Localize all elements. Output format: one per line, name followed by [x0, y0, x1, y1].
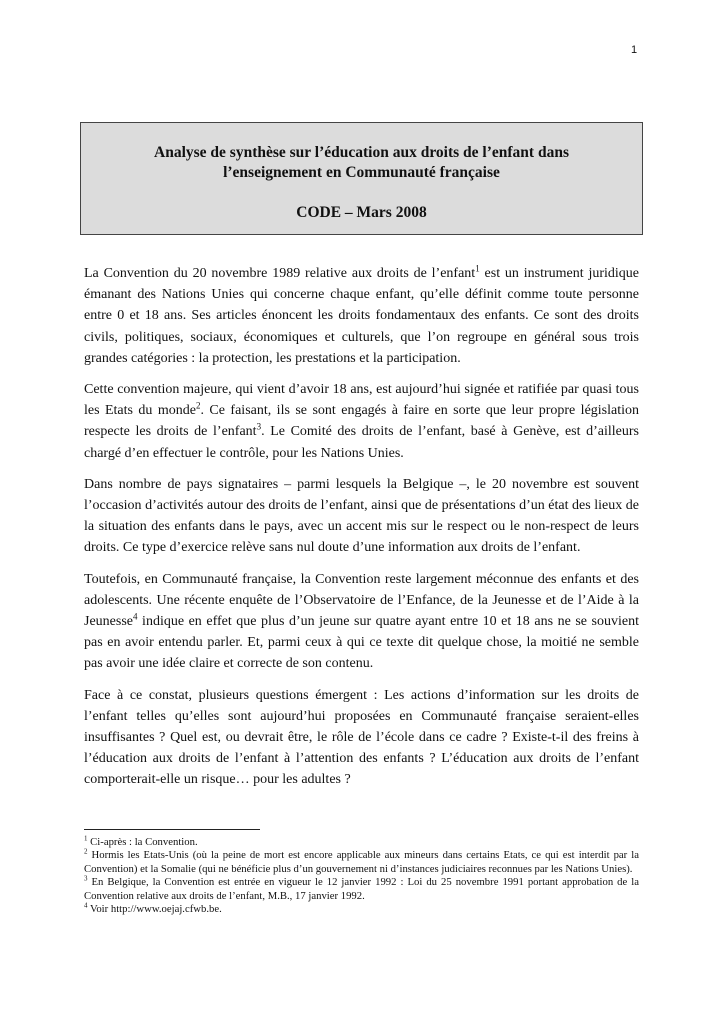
document-body — [84, 263, 639, 801]
document-title-line-2: l’enseignement en Communauté française — [223, 164, 500, 181]
footnote — [84, 876, 639, 903]
paragraph-3: Dans nombre de pays signataires – parmi lesquels la Belgique –, le 20 novembre est souvent l’occasion d’activités autour des droits de l’enfant, ainsi que de présentations d’un état des lieux de la situation des enfants dans le pays, avec un accent mis sur le respect ou le non-respect de leurs droits. Ce type d’exercice relève sans nul doute d’une information aux droits de l’enfant. — [84, 476, 639, 556]
paragraph-2-text-b: . Ce faisant, ils se sont engagés à faire en sorte que leur propre législation respecte les droits de l’enfant — [84, 403, 639, 440]
page-number: 1 — [631, 44, 638, 56]
footnote-divider — [84, 829, 260, 830]
footnote — [84, 849, 639, 876]
paragraph-1 — [84, 263, 639, 369]
footnote-text: Ci-après : la Convention. — [87, 836, 198, 848]
paragraph-4 — [84, 569, 639, 675]
paragraph-2-text-a: Cette convention majeure, qui vient d’avoir 18 ans, est aujourd’hui signée et ratifiée par quasi tous les Etats du monde — [84, 382, 639, 419]
title-box — [80, 122, 643, 235]
footnote-ref-3[interactable]: 3 — [256, 421, 262, 432]
paragraph-1-text-b: est un instrument juridique émanant des Nations Unies qui concerne chaque enfant, qu’elle définit comme toute personne entre 0 et 18 ans. Ses articles énoncent les droits fondamentaux des enfants. Ce sont des droits civils, politiques, sociaux, économiques et culturels, que l’on regroupe en général sous trois grandes catégories : la protection, les prestations et la participation. — [84, 266, 639, 366]
footnote-number: 4 — [84, 901, 88, 910]
footnote — [84, 903, 639, 916]
footnote — [84, 836, 639, 849]
footnote-text: En Belgique, la Convention est entrée en vigueur le 12 janvier 1992 : Loi du 25 novembre 1991 portant approbation de la Convention relative aux droits de l’enfant, M.B., 17 janvier 1992. — [84, 876, 639, 902]
paragraph-2-text-c: . Le Comité des droits de l’enfant, basé à Genève, est d’ailleurs chargé d’en effectuer le contrôle, pour les Nations Unies. — [84, 424, 640, 461]
document-subtitle: CODE – Mars 2008 — [296, 204, 427, 221]
footnote-number: 2 — [84, 847, 88, 856]
footnote-text: Hormis les Etats-Unis (où la peine de mort est encore applicable aux mineurs dans certains Etats, ce qui est interdit par la Convention) et la Somalie (qui ne bénéficie plus d’un gouvernement ni d’instances judiciaires reconnues par les Nations Unies). — [84, 849, 639, 875]
footnote-ref-1[interactable]: 1 — [475, 263, 480, 274]
footnote-number: 1 — [84, 834, 88, 843]
paragraph-2 — [84, 379, 639, 464]
footnote-ref-2[interactable]: 2 — [195, 400, 201, 411]
footnote-number: 3 — [84, 874, 88, 883]
footnote-text[interactable]: Voir http://www.oejaj.cfwb.be. — [87, 903, 222, 916]
paragraph-1-text-a: La Convention du 20 novembre 1989 relative aux droits de l’enfant — [84, 266, 476, 281]
paragraph-4-text-a: Toutefois, en Communauté française, la Convention reste largement méconnue des enfants et des adolescents. Une récente enquête de l’Observatoire de l’Enfance, de la Jeunesse et de l’Aide à la Jeunesse — [84, 571, 639, 630]
document-title-line-1: Analyse de synthèse sur l’éducation aux droits de l’enfant dans — [154, 144, 569, 161]
paragraph-5: Face à ce constat, plusieurs questions émergent : Les actions d’information sur les droits de l’enfant telles qu’elles sont aujourd’hui proposées en Communauté française seraient-elles insuffisantes ? Quel est, ou devrait être, le rôle de l’école dans ce cadre ? Existe-t-il des freins à l’éducation aux droits de l’enfant à l’attention des enfants ? L’éducation aux droits de l’enfant comporterait-elle un risque… pour les adultes ? — [84, 687, 639, 788]
footnote-ref-4[interactable]: 4 — [133, 611, 138, 622]
paragraph-4-text-b: indique en effet que plus d’un jeune sur quatre ayant entre 10 et 18 ans ne se souvient pas en avoir entendu parler. Et, parmi ceux à qui ce texte dit quelque chose, la moitié ne semble pas avoir une idée claire et correcte de son contenu. — [84, 614, 639, 672]
footnotes — [84, 836, 639, 916]
